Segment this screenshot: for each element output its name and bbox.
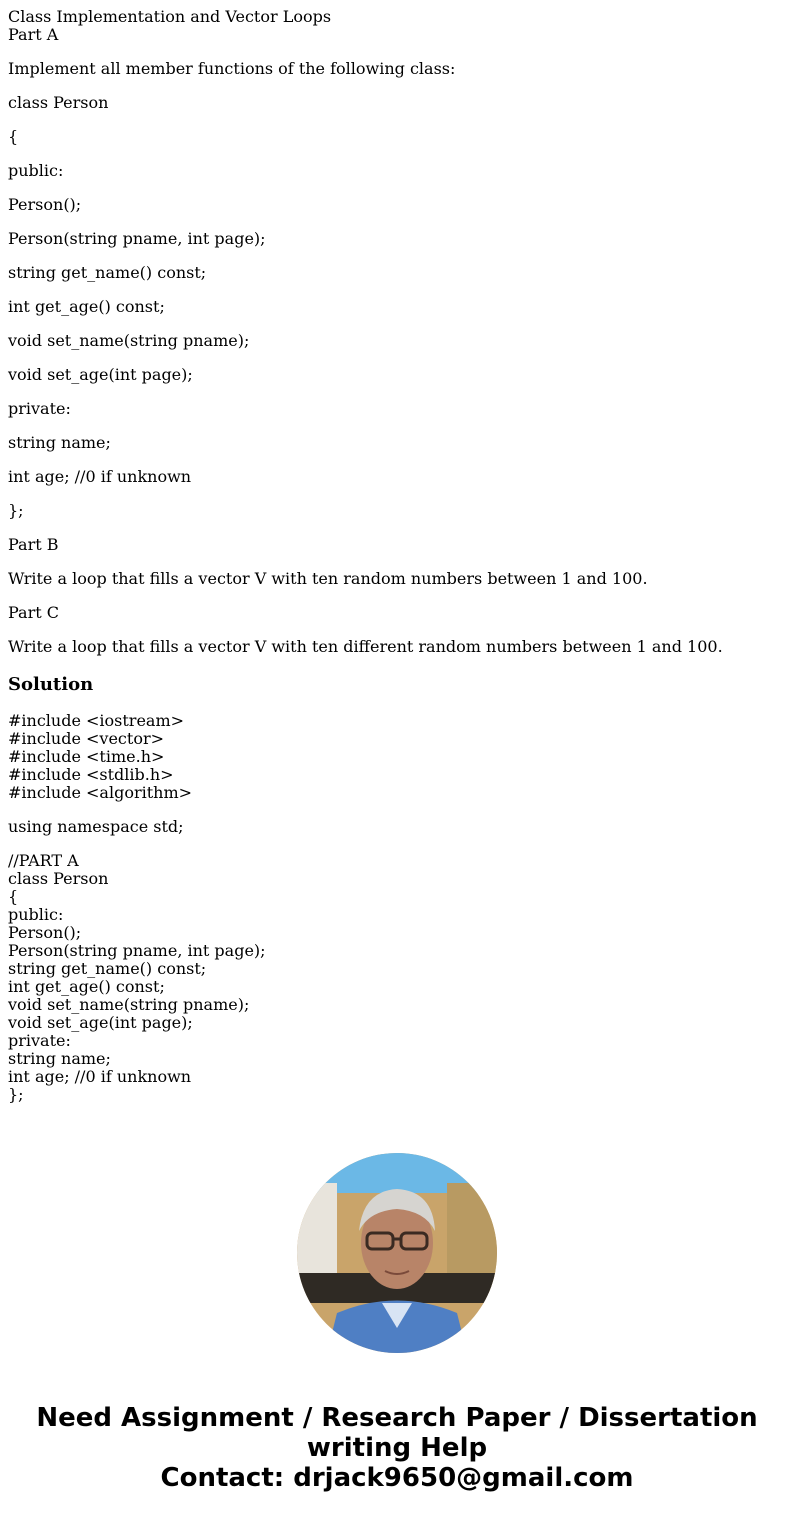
class-line: public: <box>8 161 64 180</box>
question-class-definition <box>8 94 786 520</box>
class-line: Person(string pname, int page); <box>8 229 266 248</box>
class-line: int age; //0 if unknown <box>8 467 192 486</box>
class-line: class Person <box>8 93 109 112</box>
class-line: Person(); <box>8 195 82 214</box>
code-line: //PART A <box>8 851 79 870</box>
promo-contact: Contact: drjack9650@gmail.com <box>160 1463 634 1493</box>
class-line: void set_name(string pname); <box>8 331 250 350</box>
code-line: int age; //0 if unknown <box>8 1067 192 1086</box>
includes-block <box>8 712 786 802</box>
part-b-instruction: Write a loop that fills a vector V with ten random numbers between 1 and 100. <box>8 569 648 588</box>
namespace-line: using namespace std; <box>8 817 184 836</box>
class-line: private: <box>8 399 71 418</box>
code-line: void set_age(int page); <box>8 1013 193 1032</box>
code-line: { <box>8 887 19 906</box>
class-line: { <box>8 127 19 146</box>
class-line: string get_name() const; <box>8 263 207 282</box>
code-line: class Person <box>8 869 109 888</box>
class-line: string name; <box>8 433 111 452</box>
code-line: }; <box>8 1085 24 1104</box>
part-b-label: Part B <box>8 535 59 554</box>
code-line: private: <box>8 1031 71 1050</box>
code-line: string name; <box>8 1049 111 1068</box>
promo-banner <box>0 1403 794 1493</box>
part-a-instruction: Implement all member functions of the following class: <box>8 59 456 78</box>
code-line: string get_name() const; <box>8 959 207 978</box>
promo-line-2: writing Help <box>306 1433 488 1463</box>
document-title: Class Implementation and Vector Loops <box>8 7 332 26</box>
namespace-block <box>8 818 786 836</box>
code-line: void set_name(string pname); <box>8 995 250 1014</box>
include-line: #include <iostream> <box>8 711 185 730</box>
include-line: #include <vector> <box>8 729 164 748</box>
code-line: int get_age() const; <box>8 977 165 996</box>
promo-line-1: Need Assignment / Research Paper / Dissertation <box>36 1403 758 1433</box>
code-line: public: <box>8 905 64 924</box>
include-line: #include <stdlib.h> <box>8 765 174 784</box>
part-c-instruction: Write a loop that fills a vector V with ten different random numbers between 1 and 100. <box>8 637 723 656</box>
solution-heading: Solution <box>8 674 94 695</box>
include-line: #include <time.h> <box>8 747 165 766</box>
author-avatar <box>297 1153 497 1353</box>
include-line: #include <algorithm> <box>8 783 193 802</box>
solution-code-block <box>8 852 786 1104</box>
title-block <box>8 8 786 44</box>
code-line: Person(string pname, int page); <box>8 941 266 960</box>
part-a-label: Part A <box>8 25 59 44</box>
code-line: Person(); <box>8 923 82 942</box>
person-photo-icon <box>297 1153 497 1353</box>
class-line: }; <box>8 501 24 520</box>
part-c-label: Part C <box>8 603 59 622</box>
class-line: int get_age() const; <box>8 297 165 316</box>
class-line: void set_age(int page); <box>8 365 193 384</box>
